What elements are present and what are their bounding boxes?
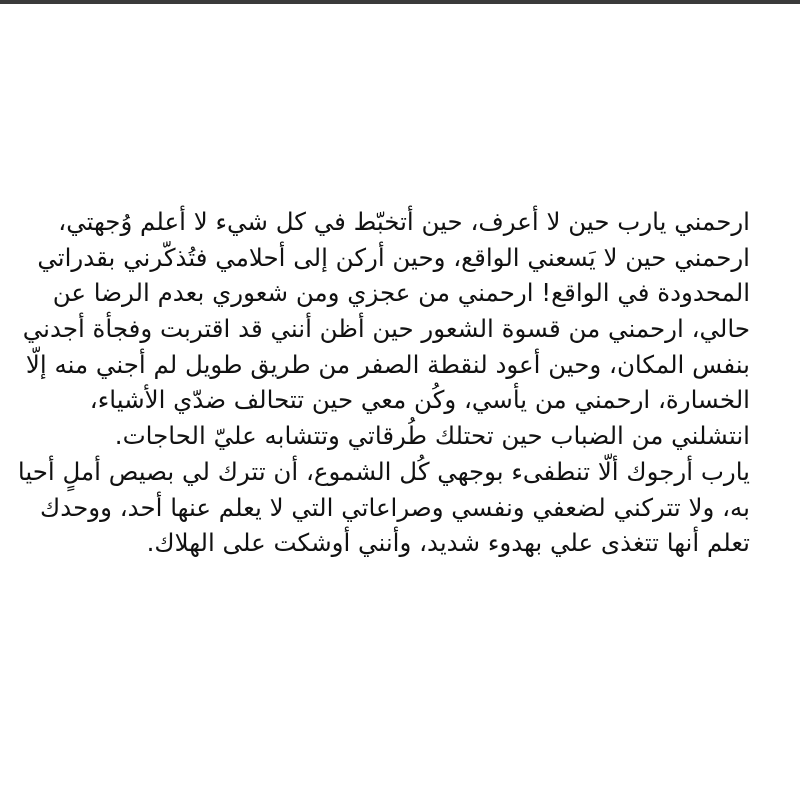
text-line: بنفس المكان، وحين أعود لنقطة الصفر من طريق طويل لم أجني منه إلّا — [25, 349, 750, 379]
text-line: تعلم أنها تتغذى علي بهدوء شديد، وأنني أوشكت على الهلاك. — [146, 528, 750, 558]
arabic-text-block — [17, 204, 750, 561]
text-line: ارحمني حين لا يَسعني الواقع، وحين أركن إلى أحلامي فتُذكّرني بقدراتي — [37, 242, 750, 272]
text-line: يارب أرجوك ألّا تنطفىء بوجهي كُل الشموع، أن تترك لي بصيص أملٍ أحيا — [17, 456, 750, 486]
text-line: المحدودة في الواقع! ارحمني من عجزي ومن شعوري بعدم الرضا عن — [52, 278, 750, 308]
top-border-bar — [0, 0, 800, 4]
text-line: حالي، ارحمني من قسوة الشعور حين أظن أنني قد اقتربت وفجأة أجدني — [22, 314, 750, 344]
text-line: به، ولا تتركني لضعفي ونفسي وصراعاتي التي لا يعلم عنها أحد، ووحدك — [40, 492, 750, 522]
text-line: الخسارة، ارحمني من يأسي، وكُن معي حين تتحالف ضدّي الأشياء، — [89, 385, 750, 415]
text-line: ارحمني يارب حين لا أعرف، حين أتخبّط في كل شيء لا أعلم وُجهتي، — [58, 207, 750, 236]
text-line: انتشلني من الضباب حين تحتلك طُرقاتي وتتشابه عليّ الحاجات. — [114, 421, 750, 451]
